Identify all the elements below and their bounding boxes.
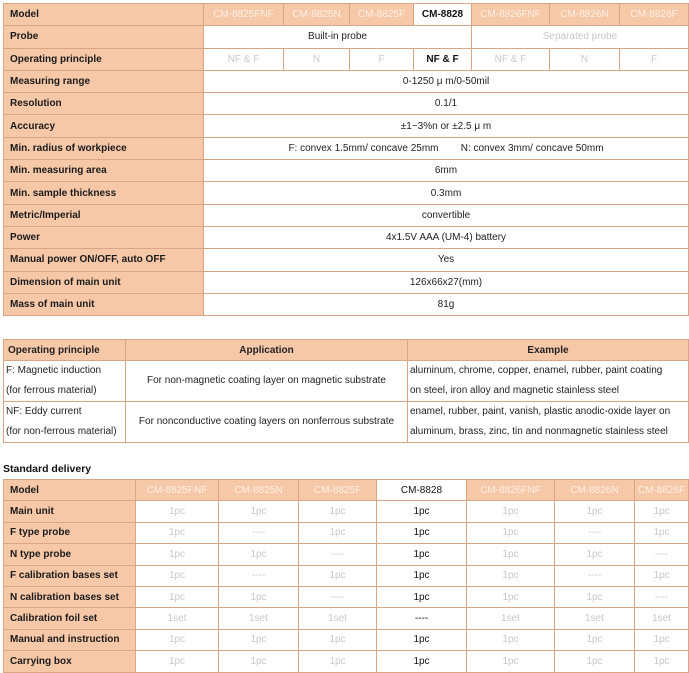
standard-delivery-title: Standard delivery bbox=[3, 463, 92, 475]
spec-probe-row bbox=[4, 26, 689, 48]
delivery-cell: 1pc bbox=[555, 629, 635, 650]
spec-principle-cell: NF & F bbox=[472, 48, 550, 70]
spec-row bbox=[4, 115, 689, 137]
spec-row bbox=[4, 293, 689, 315]
delivery-cell: 1pc bbox=[219, 651, 299, 672]
spec-row-value: 4x1.5V AAA (UM-4) battery bbox=[204, 226, 689, 248]
spec-principle-cell: N bbox=[284, 48, 350, 70]
spec-model-cell: CM-8826FNF bbox=[472, 4, 550, 26]
delivery-cell: 1pc bbox=[136, 651, 219, 672]
delivery-cell: 1pc bbox=[467, 501, 555, 522]
principle-header: Operating principle bbox=[4, 340, 126, 361]
delivery-row-label: Main unit bbox=[4, 501, 136, 522]
principle-row bbox=[4, 361, 689, 402]
delivery-cell: 1pc bbox=[299, 501, 377, 522]
spec-row-label: Min. sample thickness bbox=[4, 182, 204, 204]
spec-row-value: 126x66x27(mm) bbox=[204, 271, 689, 293]
delivery-row-label: N calibration bases set bbox=[4, 586, 136, 607]
delivery-cell: 1pc bbox=[635, 565, 689, 586]
delivery-cell: 1set bbox=[299, 608, 377, 629]
delivery-table bbox=[3, 479, 689, 673]
delivery-row bbox=[4, 608, 689, 629]
delivery-cell: 1pc bbox=[299, 629, 377, 650]
delivery-model-cell: CM-8826FNF bbox=[467, 480, 555, 501]
spec-row-value: 6mm bbox=[204, 160, 689, 182]
delivery-cell: 1pc bbox=[136, 629, 219, 650]
delivery-cell: 1pc bbox=[467, 586, 555, 607]
delivery-cell: 1pc bbox=[467, 565, 555, 586]
delivery-model-row bbox=[4, 480, 689, 501]
spec-model-cell: CM-8825N bbox=[284, 4, 350, 26]
delivery-model-cell: CM-8826N bbox=[555, 480, 635, 501]
delivery-cell: 1pc bbox=[555, 651, 635, 672]
delivery-cell: 1set bbox=[635, 608, 689, 629]
delivery-model-cell: CM-8825FNF bbox=[136, 480, 219, 501]
principle-line: NF: Eddy current bbox=[6, 406, 82, 417]
delivery-cell: 1pc bbox=[219, 629, 299, 650]
spec-row bbox=[4, 226, 689, 248]
delivery-cell: 1pc bbox=[635, 651, 689, 672]
delivery-cell: ---- bbox=[219, 565, 299, 586]
spec-row bbox=[4, 182, 689, 204]
spec-row-value: F: convex 1.5mm/ concave 25mm N: convex 3mm/ concave 50mm bbox=[204, 137, 689, 159]
spec-row bbox=[4, 137, 689, 159]
principle-cell bbox=[4, 402, 126, 443]
delivery-cell: 1pc bbox=[136, 501, 219, 522]
delivery-cell: 1pc bbox=[299, 565, 377, 586]
spec-model-cell: CM-8826F bbox=[620, 4, 689, 26]
delivery-cell: 1pc bbox=[136, 544, 219, 565]
spec-probe-label: Probe bbox=[4, 26, 204, 48]
spec-row bbox=[4, 160, 689, 182]
principle-row bbox=[4, 402, 689, 443]
delivery-cell: 1pc bbox=[555, 544, 635, 565]
delivery-body bbox=[4, 501, 689, 672]
delivery-cell: 1pc bbox=[635, 629, 689, 650]
spec-row-label: Mass of main unit bbox=[4, 293, 204, 315]
spec-row-label: Min. measuring area bbox=[4, 160, 204, 182]
example-line: aluminum, brass, zinc, tin and nonmagnetic stainless steel bbox=[410, 426, 668, 437]
delivery-model-cell-selected: CM-8828 bbox=[377, 480, 467, 501]
delivery-cell: 1pc bbox=[467, 629, 555, 650]
spec-row-value: convertible bbox=[204, 204, 689, 226]
delivery-row bbox=[4, 544, 689, 565]
delivery-cell: 1pc bbox=[377, 522, 467, 543]
delivery-row bbox=[4, 651, 689, 672]
spec-probe-builtin: Built-in probe bbox=[204, 26, 472, 48]
example-cell bbox=[408, 361, 689, 402]
example-line: aluminum, chrome, copper, enamel, rubber, paint coating bbox=[410, 365, 663, 376]
application-cell: For non-magnetic coating layer on magnetic substrate bbox=[126, 361, 408, 402]
example-line: enamel, rubber, paint, vanish, plastic anodic-oxide layer on bbox=[410, 406, 671, 417]
delivery-cell: 1pc bbox=[377, 651, 467, 672]
spec-row bbox=[4, 204, 689, 226]
spec-model-cell: CM-8825F bbox=[350, 4, 414, 26]
delivery-row bbox=[4, 565, 689, 586]
delivery-cell: ---- bbox=[377, 608, 467, 629]
spec-model-cell: CM-8825FNF bbox=[204, 4, 284, 26]
delivery-cell: ---- bbox=[635, 586, 689, 607]
delivery-cell: 1pc bbox=[219, 586, 299, 607]
spec-row bbox=[4, 70, 689, 92]
spec-row bbox=[4, 93, 689, 115]
delivery-cell: 1pc bbox=[136, 522, 219, 543]
spec-row-value: 0-1250 μ m/0-50mil bbox=[204, 70, 689, 92]
delivery-cell: 1pc bbox=[467, 544, 555, 565]
delivery-cell: 1set bbox=[136, 608, 219, 629]
spec-row-label: Min. radius of workpiece bbox=[4, 137, 204, 159]
spec-principle-row bbox=[4, 48, 689, 70]
spec-row-value: 0.3mm bbox=[204, 182, 689, 204]
delivery-row bbox=[4, 586, 689, 607]
principle-header-row bbox=[4, 340, 689, 361]
delivery-row bbox=[4, 522, 689, 543]
delivery-row-label: Manual and instruction bbox=[4, 629, 136, 650]
principle-line: (for non-ferrous material) bbox=[6, 426, 117, 437]
delivery-cell: 1set bbox=[219, 608, 299, 629]
delivery-cell: 1pc bbox=[219, 544, 299, 565]
example-cell bbox=[408, 402, 689, 443]
delivery-cell: ---- bbox=[555, 565, 635, 586]
spec-model-cell-selected: CM-8828 bbox=[414, 4, 472, 26]
delivery-cell: 1pc bbox=[635, 501, 689, 522]
delivery-cell: ---- bbox=[219, 522, 299, 543]
spec-row-label: Dimension of main unit bbox=[4, 271, 204, 293]
delivery-cell: 1pc bbox=[467, 651, 555, 672]
spec-row-value: 0.1/1 bbox=[204, 93, 689, 115]
principle-cell bbox=[4, 361, 126, 402]
spec-model-cell: CM-8826N bbox=[550, 4, 620, 26]
spec-principle-cell: F bbox=[620, 48, 689, 70]
delivery-cell: 1pc bbox=[377, 544, 467, 565]
spec-row bbox=[4, 249, 689, 271]
delivery-cell: 1set bbox=[555, 608, 635, 629]
spec-principle-cell: N bbox=[550, 48, 620, 70]
spec-model-row bbox=[4, 4, 689, 26]
spec-row-label: Metric/Imperial bbox=[4, 204, 204, 226]
delivery-cell: 1pc bbox=[219, 501, 299, 522]
spec-table bbox=[3, 3, 689, 316]
delivery-row bbox=[4, 629, 689, 650]
delivery-cell: ---- bbox=[299, 586, 377, 607]
delivery-row-label: Carrying box bbox=[4, 651, 136, 672]
delivery-cell: 1pc bbox=[136, 565, 219, 586]
spec-row-label: Resolution bbox=[4, 93, 204, 115]
delivery-model-cell: CM-8826F bbox=[635, 480, 689, 501]
application-header: Application bbox=[126, 340, 408, 361]
delivery-cell: 1pc bbox=[136, 586, 219, 607]
delivery-cell: 1pc bbox=[555, 501, 635, 522]
delivery-cell: 1pc bbox=[299, 651, 377, 672]
spec-principle-label: Operating principle bbox=[4, 48, 204, 70]
spec-row-label: Manual power ON/OFF, auto OFF bbox=[4, 249, 204, 271]
spec-row-value: Yes bbox=[204, 249, 689, 271]
principle-line: F: Magnetic induction bbox=[6, 365, 102, 376]
principle-line: (for ferrous material) bbox=[6, 385, 97, 396]
spec-model-label: Model bbox=[4, 4, 204, 26]
delivery-cell: 1pc bbox=[377, 586, 467, 607]
spec-principle-cell: NF & F bbox=[204, 48, 284, 70]
delivery-model-label: Model bbox=[4, 480, 136, 501]
spec-principle-cell: F bbox=[350, 48, 414, 70]
delivery-cell: ---- bbox=[299, 544, 377, 565]
delivery-row bbox=[4, 501, 689, 522]
spec-probe-separated: Separated probe bbox=[472, 26, 689, 48]
spec-row bbox=[4, 271, 689, 293]
delivery-cell: ---- bbox=[635, 544, 689, 565]
delivery-model-cell: CM-8825N bbox=[219, 480, 299, 501]
spec-row-label: Accuracy bbox=[4, 115, 204, 137]
delivery-cell: 1pc bbox=[299, 522, 377, 543]
example-header: Example bbox=[408, 340, 689, 361]
delivery-row-label: N type probe bbox=[4, 544, 136, 565]
application-cell: For nonconductive coating layers on nonferrous substrate bbox=[126, 402, 408, 443]
delivery-row-label: Calibration foil set bbox=[4, 608, 136, 629]
delivery-row-label: F type probe bbox=[4, 522, 136, 543]
spec-principle-cell-selected: NF & F bbox=[414, 48, 472, 70]
delivery-cell: 1pc bbox=[555, 586, 635, 607]
delivery-cell: 1set bbox=[467, 608, 555, 629]
delivery-cell: ---- bbox=[555, 522, 635, 543]
delivery-cell: 1pc bbox=[377, 629, 467, 650]
delivery-cell: 1pc bbox=[377, 501, 467, 522]
spec-row-value: 81g bbox=[204, 293, 689, 315]
delivery-model-cell: CM-8825F bbox=[299, 480, 377, 501]
example-line: on steel, iron alloy and magnetic stainless steel bbox=[410, 385, 620, 396]
spec-row-value: ±1~3%n or ±2.5 μ m bbox=[204, 115, 689, 137]
delivery-cell: 1pc bbox=[635, 522, 689, 543]
delivery-cell: 1pc bbox=[377, 565, 467, 586]
delivery-cell: 1pc bbox=[467, 522, 555, 543]
spec-row-label: Measuring range bbox=[4, 70, 204, 92]
principle-table bbox=[3, 339, 689, 443]
delivery-row-label: F calibration bases set bbox=[4, 565, 136, 586]
spec-row-label: Power bbox=[4, 226, 204, 248]
